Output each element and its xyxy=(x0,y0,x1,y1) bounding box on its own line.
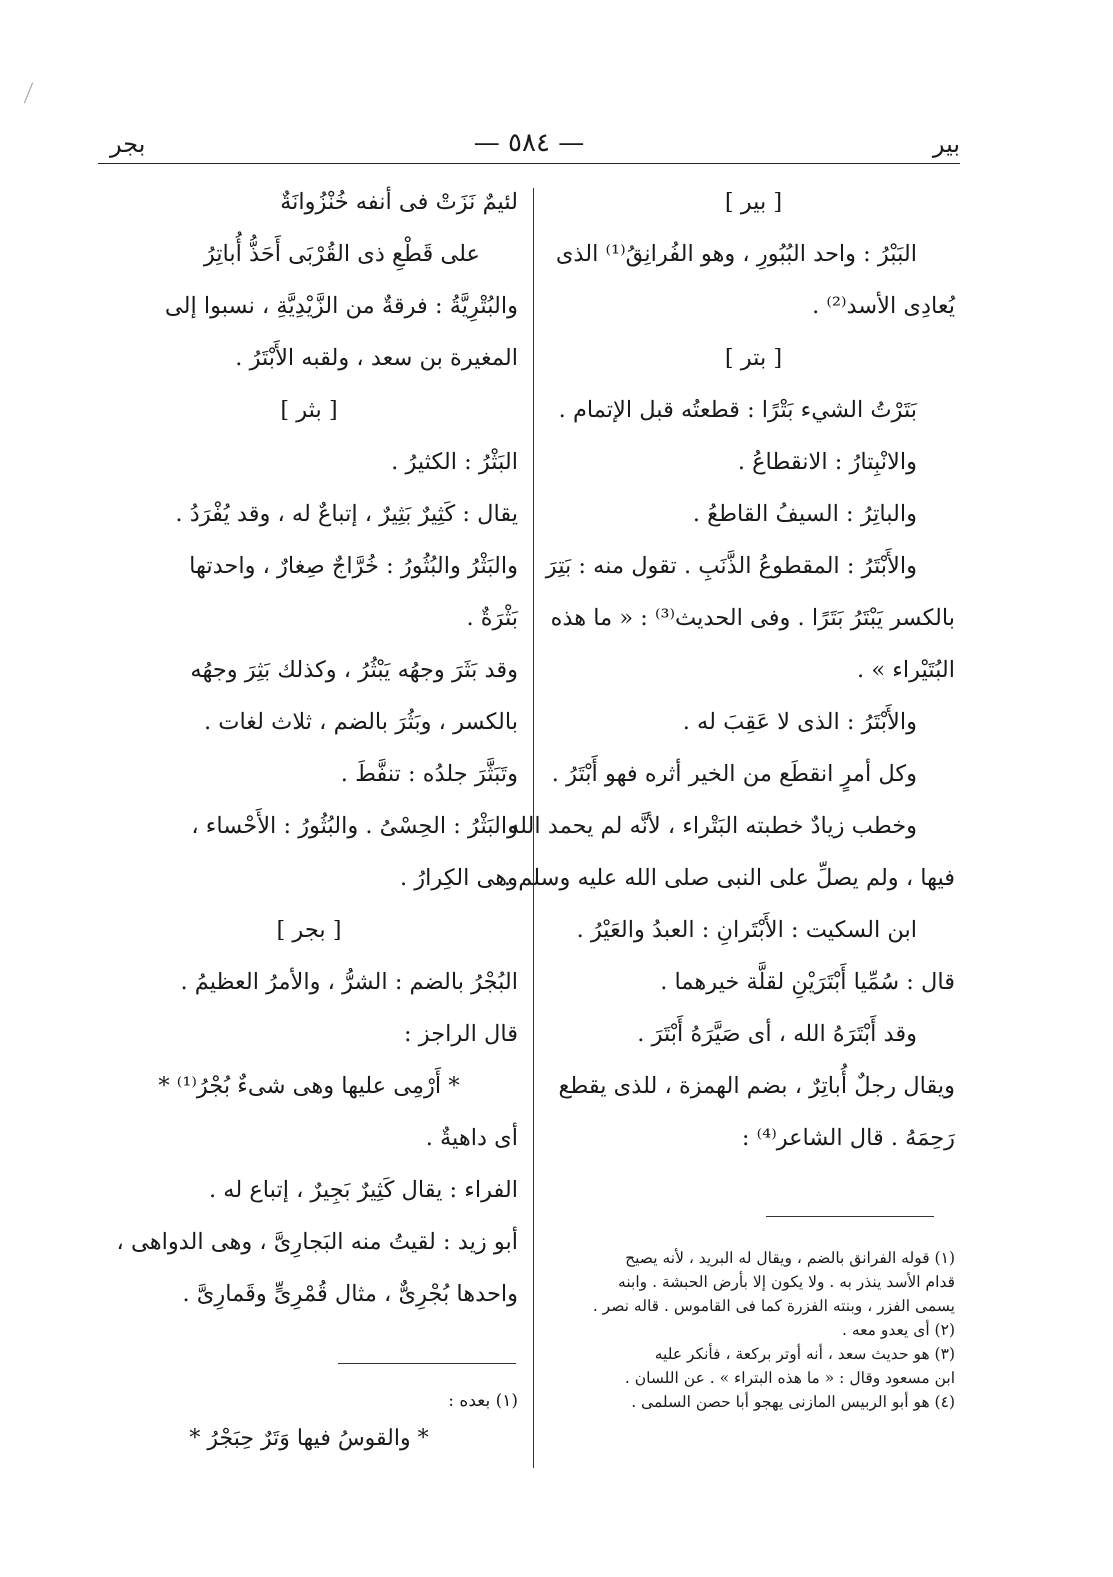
text-line: والأَبْتَرُ : الذى لا عَقِبَ له . xyxy=(682,709,917,735)
footnote-line: (١) قوله الفرانق بالضم ، ويقال له البريد ، لأنه يصيح xyxy=(625,1249,955,1267)
text-line: الفراء : يقال كَثِيرٌ بَجِيرٌ ، إتباع له . xyxy=(209,1177,518,1203)
footnote-line: ابن مسعود وقال : « ما هذه البتراء » . عن اللسان . xyxy=(624,1369,955,1387)
footnote-line: يسمى الفزر ، وبنته الفزرة كما فى القاموس . قاله نصر . xyxy=(592,1297,955,1315)
footnote-line: (٣) هو حديث سعد ، أنه أوتر بركعة ، فأنكر عليه xyxy=(654,1345,955,1363)
text-line: بالكسر يَبْتَرُ بَتَرًا . وفى الحديث⁽³⁾ : « ما هذه xyxy=(550,605,955,631)
text-line: بالكسر ، وبَثُرَ بالضم ، ثلاث لغات . xyxy=(203,709,518,735)
text-line: البُتَيْراء » . xyxy=(857,657,955,683)
footnote-verse: * والقوسُ فيها وَتَرٌ حِبَجْرُ * xyxy=(189,1426,429,1451)
text-line: أى داهيةٌ . xyxy=(425,1125,518,1151)
text-line: وكل أمرٍ انقطَع من الخير أثره فهو أَبْتَرُ . xyxy=(551,761,917,787)
text-line: وخطب زيادٌ خطبته البَتْراء ، لأنَّه لم يحمد الله xyxy=(508,813,917,839)
text-line: والبُتْرِيَّةُ : فرقةٌ من الزَّيْدِيَّةِ ، نسبوا إلى xyxy=(164,293,518,319)
text-line: وقد أَبْتَرَهُ الله ، أى صَيَّرَهُ أَبْتَرَ . xyxy=(637,1021,917,1047)
text-line: وهى الكِرارُ . xyxy=(399,865,518,891)
text-line: يُعادِى الأسد⁽²⁾ . xyxy=(812,293,955,319)
text-line: بَثْرَةٌ . xyxy=(466,605,518,631)
text-line: واحدها بُجْرِىٌّ ، مثال قُمْرِىٍّ وقَمارِىَّ . xyxy=(182,1281,518,1307)
text-line: يقال : كَثِيرٌ بَثِيرٌ ، إتباعٌ له ، وقد يُفْرَدُ . xyxy=(175,501,518,527)
entry-heading-btr: [ بتر ] xyxy=(724,345,783,371)
text-line: قال الراجز : xyxy=(404,1021,518,1047)
footnote-line: قدام الأسد ينذر به . ولا يكون إلا بأرض الحبشة . وابنه xyxy=(618,1273,955,1291)
text-line: وتَبَثَّرَ جلدُه : تنفَّطَ . xyxy=(340,761,518,787)
footnote-rule-left xyxy=(338,1363,516,1364)
entry-heading-bjr: [ بجر ] xyxy=(276,917,342,943)
footnote-line: (٢) أى يعدو معه . xyxy=(841,1321,955,1339)
verse-line: على قَطْعِ ذى القُرْبَى أَحَذُّ أُباتِرُ xyxy=(203,241,480,267)
text-line: قال : سُمِّيا أَبْتَرَيْنِ لقلَّة خيرهما . xyxy=(660,969,955,995)
page-header xyxy=(98,128,960,162)
text-line: والبَثْرُ والبُثُورُ : خُرَّاجٌ صِغارٌ ، واحدتها xyxy=(189,553,518,579)
text-line: ويقال رجلٌ أُباتِرٌ ، بضم الهمزة ، للذى يقطع xyxy=(558,1073,955,1099)
text-line: البُجْرُ بالضم : الشرُّ ، والأمرُ العظيمُ . xyxy=(180,969,518,995)
header-left-word: بجر xyxy=(110,130,146,158)
right-column xyxy=(503,176,955,1164)
header-rule xyxy=(98,163,960,164)
text-line: ابن السكيت : الأَبْتَرانِ : العبدُ والعَيْرُ . xyxy=(576,917,917,943)
text-line: البَثْرُ : الكثيرُ . xyxy=(391,449,518,475)
text-line: والانْبِتارُ : الانقطاعُ . xyxy=(737,449,917,475)
footnote-rule-right xyxy=(766,1216,934,1217)
footnotes-right xyxy=(552,1246,955,1414)
page-number: — ٥٨٤ — xyxy=(473,128,585,158)
footnotes-left xyxy=(100,1385,518,1461)
column-divider xyxy=(533,188,534,1468)
text-line: بَتَرْتُ الشيء بَتْرًا : قطعتُه قبل الإتمام . xyxy=(558,397,917,423)
footnote-line: (٤) هو أبو الربيس المازنى يهجو أبا حصن السلمى . xyxy=(631,1393,955,1411)
text-line: أبو زيد : لقيتُ منه البَجارِىَّ ، وهى الدواهى ، xyxy=(116,1229,518,1255)
text-line: رَحِمَهُ . قال الشاعر⁽⁴⁾ : xyxy=(741,1125,955,1151)
text-line: والبَثْرُ : الحِسْىُ . والبُثُورُ : الأَحْساء ، xyxy=(191,813,518,839)
verse-line: * أَرْمِى عليها وهى شىءٌ بُجْرُ⁽¹⁾ * xyxy=(158,1073,460,1099)
text-line: فيها ، ولم يصلِّ على النبى صلى الله عليه وسلم . xyxy=(503,865,955,891)
text-line: وقد بَثَرَ وجهُه يَبْثُرُ ، وكذلك بَثِرَ وجهُه xyxy=(190,657,518,683)
verse-line: لئيمٌ نَزَتْ فى أنفه خُنْزُوانَةٌ xyxy=(280,189,518,215)
text-line: والباتِرُ : السيفُ القاطعُ . xyxy=(692,501,917,527)
text-line: والأَبْتَرُ : المقطوعُ الذَّنَبِ . تقول منه : بَتِرَ xyxy=(545,553,917,579)
entry-heading-bir: [ بير ] xyxy=(724,189,783,215)
left-column xyxy=(100,176,518,1320)
margin-pen-stroke xyxy=(24,82,34,103)
header-right-word: بير xyxy=(932,130,960,158)
text-line: البَبْرُ : واحد البُبُورِ ، وهو الفُرانِقُ⁽¹⁾ الذى xyxy=(555,241,917,267)
entry-heading-bthr: [ بثر ] xyxy=(280,397,338,423)
footnote-line: (١) بعده : xyxy=(448,1391,518,1411)
text-line: المغيرة بن سعد ، ولقبه الأَبْتَرُ . xyxy=(235,345,518,371)
